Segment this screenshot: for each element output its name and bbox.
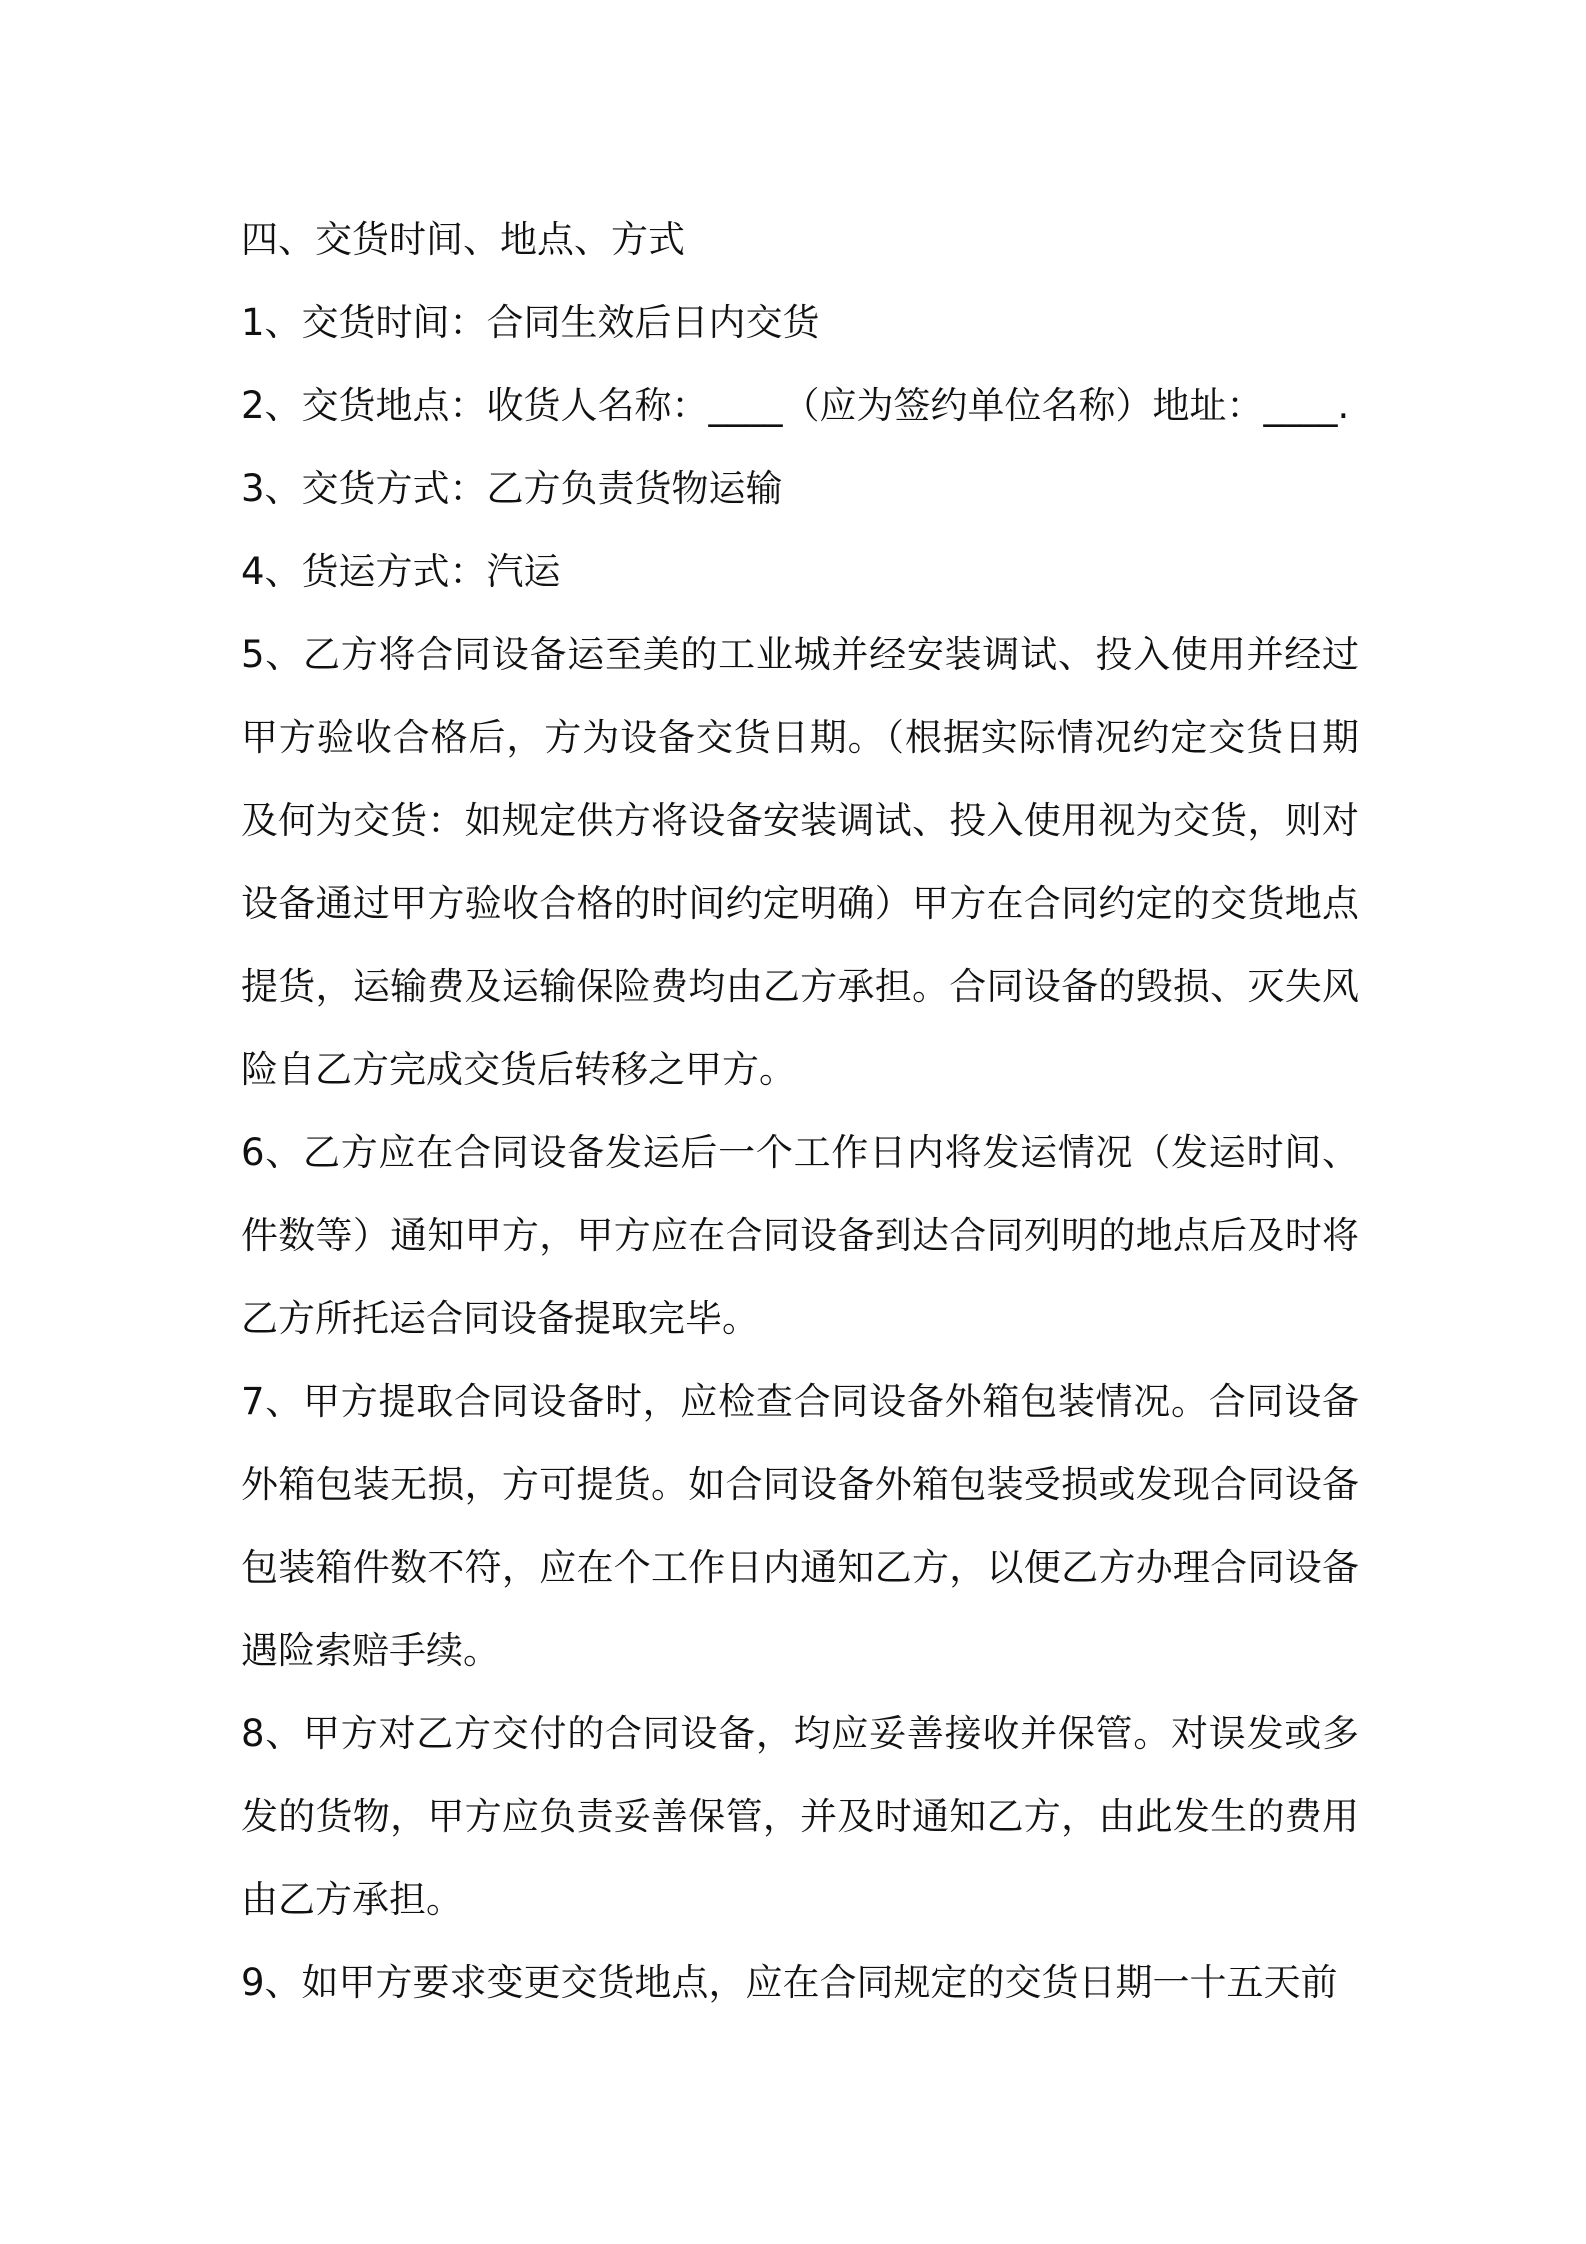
clause-8-custody: 8、甲方对乙方交付的合同设备，均应妥善接收并保管。对误发或多发的货物，甲方应负责妥善保管，并及时通知乙方，由此发生的费用由乙方承担。	[241, 1712, 1359, 1921]
clause-6-shipment-notice: 6、乙方应在合同设备发运后一个工作日内将发运情况（发运时间、件数等）通知甲方，甲方应在合同设备到达合同列明的地点后及时将乙方所托运合同设备提取完毕。	[241, 1131, 1359, 1340]
clause-3-delivery-method: 3、交货方式：乙方负责货物运输	[241, 467, 783, 510]
clause-1-delivery-time: 1、交货时间：合同生效后日内交货	[241, 301, 820, 344]
clause-7-package-inspection: 7、甲方提取合同设备时，应检查合同设备外箱包装情况。合同设备外箱包装无损，方可提货。如合同设备外箱包装受损或发现合同设备包装箱件数不符，应在个工作日内通知乙方，以便乙方办理合同设备遇险索赔手续。	[241, 1380, 1359, 1672]
document-body	[241, 198, 1359, 2024]
section-heading: 四、交货时间、地点、方式	[241, 218, 685, 261]
clause-4-transport-method: 4、货运方式：汽运	[241, 550, 561, 593]
clause-5-acceptance: 5、乙方将合同设备运至美的工业城并经安装调试、投入使用并经过甲方验收合格后，方为设备交货日期。（根据实际情况约定交货日期及何为交货：如规定供方将设备安装调试、投入使用视为交货，则对设备通过甲方验收合格的时间约定明确）甲方在合同约定的交货地点提货，运输费及运输保险费均由乙方承担。合同设备的毁损、灭失风险自乙方完成交货后转移之甲方。	[241, 633, 1359, 1091]
clause-2-delivery-place: 2、交货地点：收货人名称：____（应为签约单位名称）地址：____.	[241, 384, 1350, 427]
clause-9-change-location: 9、如甲方要求变更交货地点，应在合同规定的交货日期一十五天前	[241, 1961, 1338, 2004]
